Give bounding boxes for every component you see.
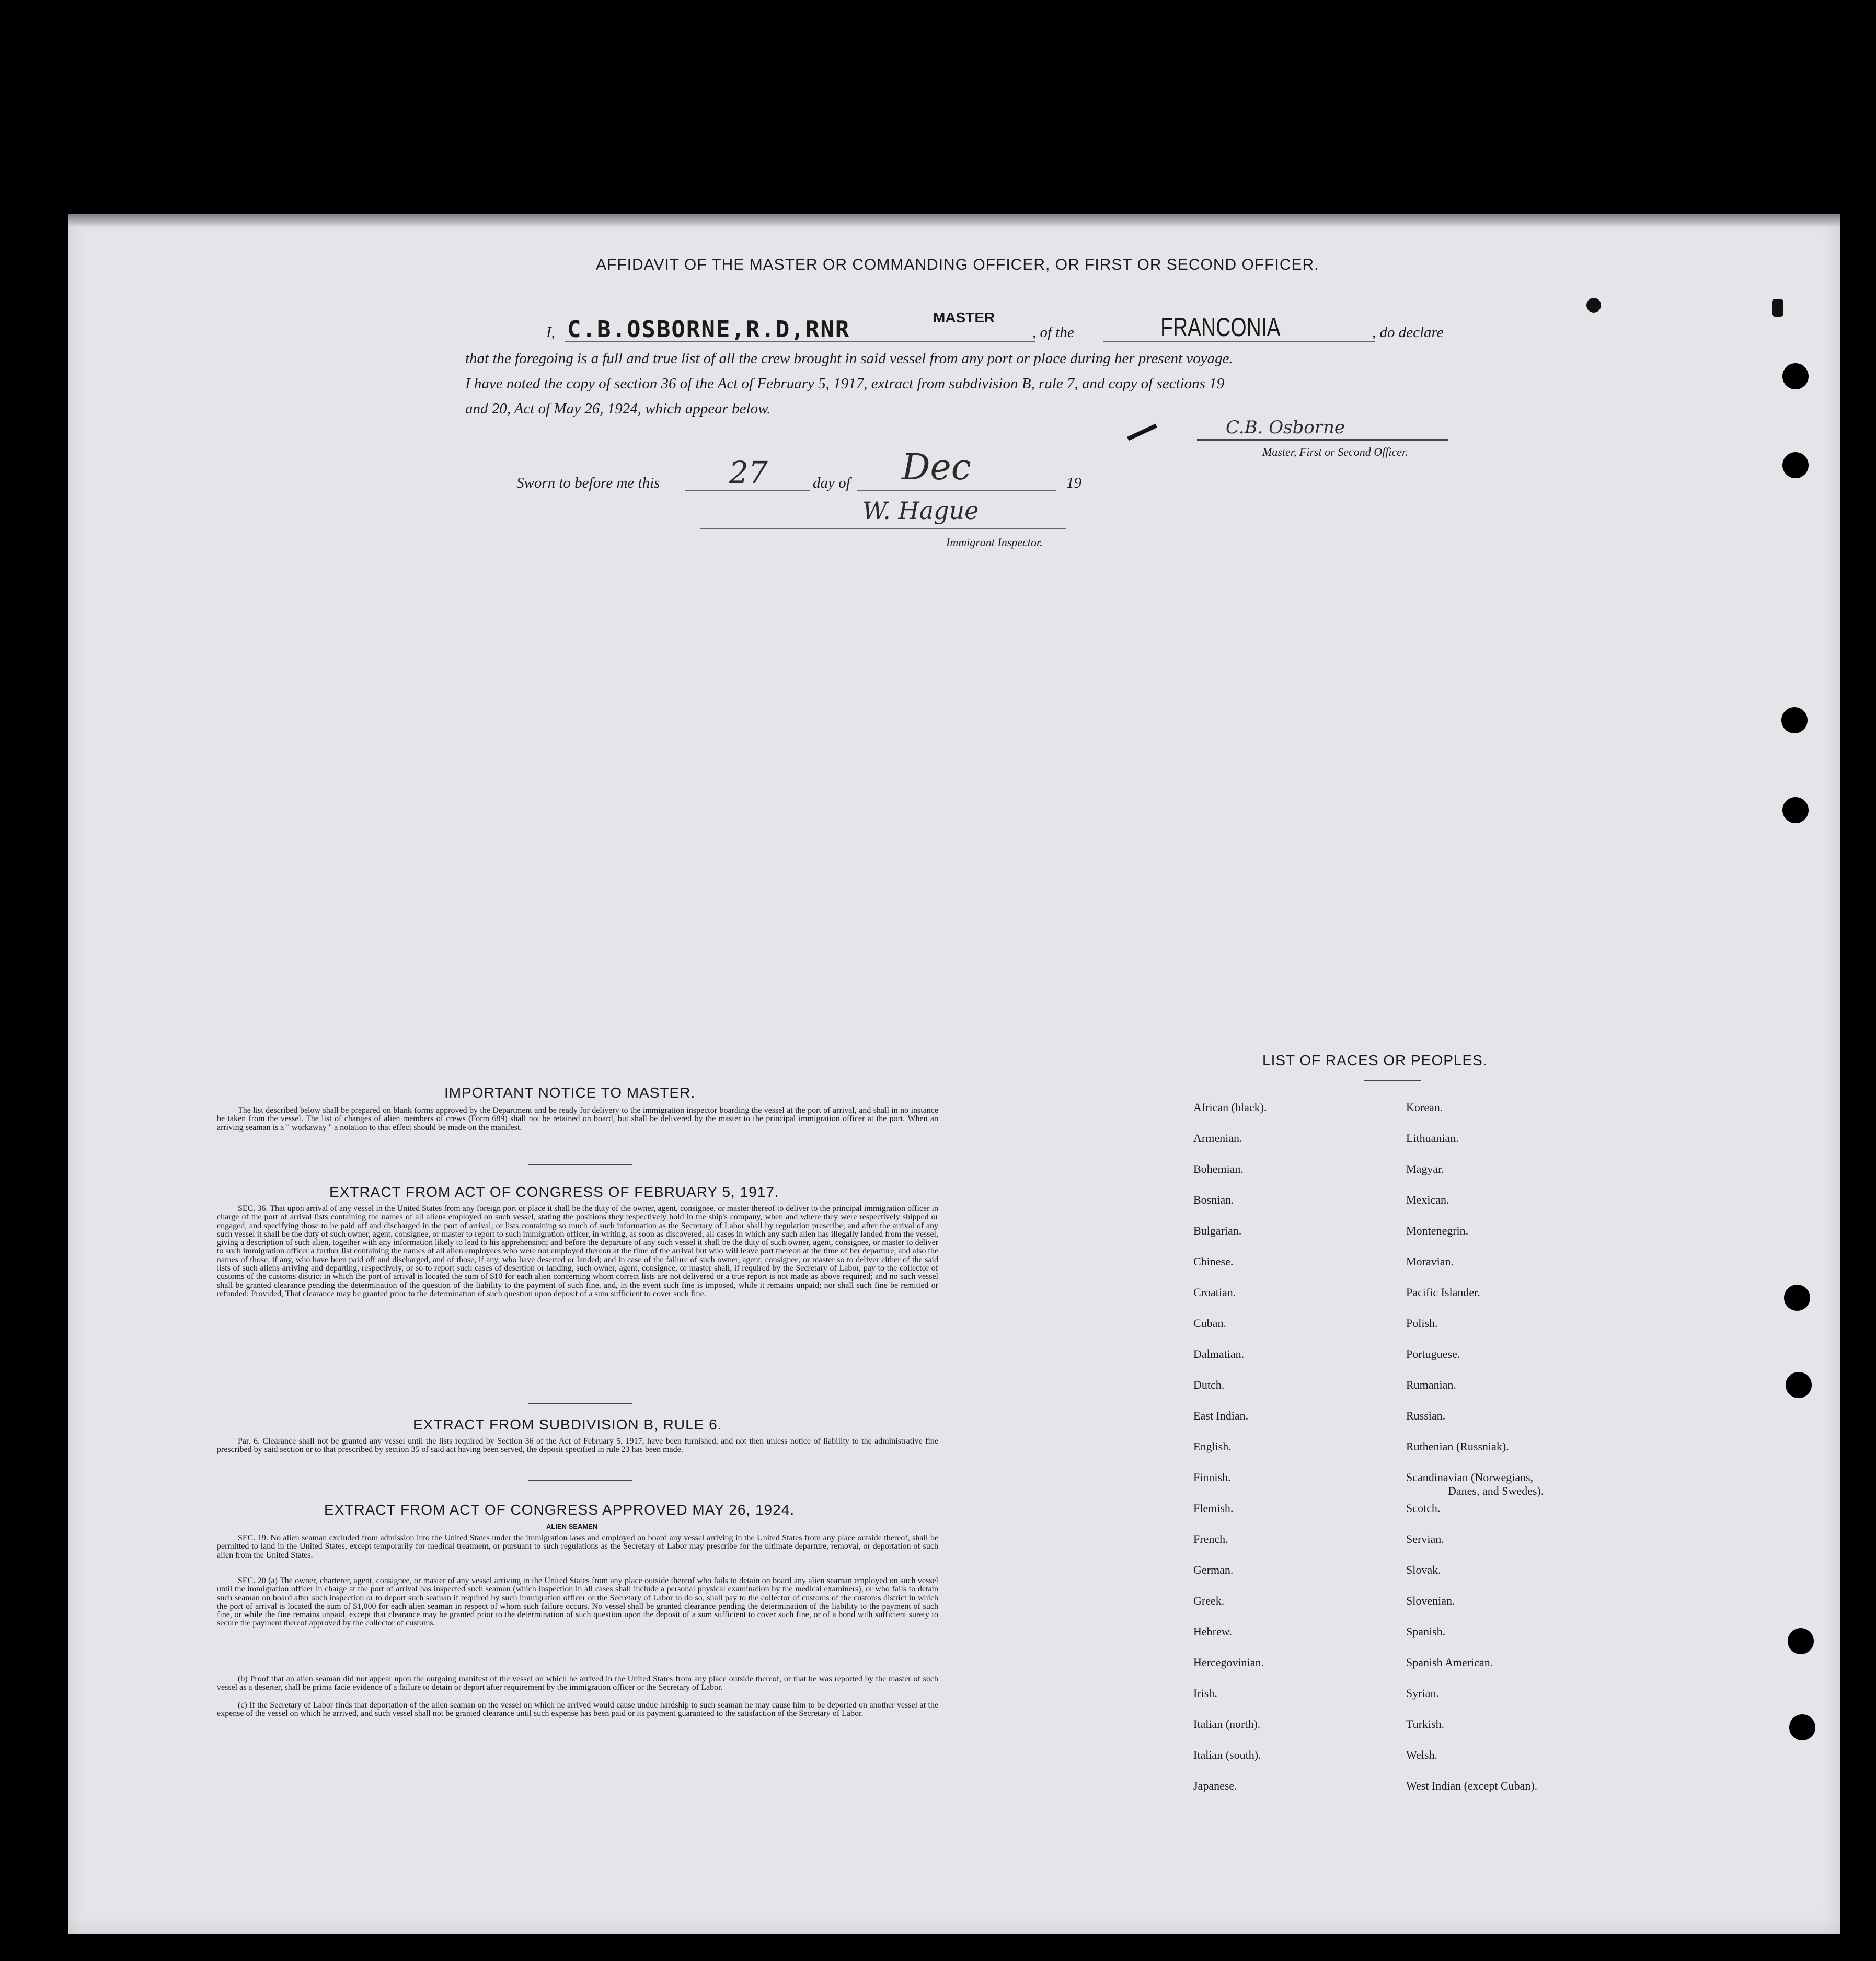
race-item: Flemish.: [1193, 1502, 1234, 1515]
race-item: Ruthenian (Russniak).: [1406, 1440, 1509, 1453]
race-item: Cuban.: [1193, 1317, 1226, 1330]
race-item: Scandinavian (Norwegians,: [1406, 1471, 1534, 1484]
race-item: Finnish.: [1193, 1471, 1231, 1484]
races-heading: LIST OF RACES OR PEOPLES.: [1262, 1052, 1488, 1068]
race-item: French.: [1193, 1532, 1228, 1545]
race-item: Lithuanian.: [1406, 1132, 1459, 1145]
race-item: Italian (south).: [1193, 1748, 1261, 1761]
inspector-blank-line: [700, 528, 1066, 529]
race-item: Moravian.: [1406, 1255, 1454, 1268]
race-item: Bulgarian.: [1193, 1224, 1242, 1237]
race-item: Bosnian.: [1193, 1193, 1234, 1206]
race-item: Scotch.: [1406, 1502, 1441, 1515]
race-item: Irish.: [1193, 1687, 1217, 1700]
race-item: Italian (north).: [1193, 1717, 1261, 1731]
race-item: Servian.: [1406, 1532, 1444, 1545]
race-item: Bohemian.: [1193, 1162, 1244, 1175]
vessel-name-stamp: FRANCONIA: [1160, 313, 1281, 342]
race-item: Mexican.: [1406, 1193, 1449, 1206]
race-item: Magyar.: [1406, 1162, 1444, 1175]
extract-1917-body: SEC. 36. That upon arrival of any vessel in the United States from any foreign port or place it shall be the duty of the owner, agent, consignee, or master thereof to deliver to the principal immigration officer in charge of the port of arrival lists containing the names of all aliens employed on such vessel, stating the positions they respectively hold in the ship's company, when and where they were respectively shipped or engaged, and specifying those to be paid off and discharged in the port of arrival; or lists containing so much of such information as the Secretary of Labor shall by regulation prescribe; and after the arrival of any such vessel it shall be the duty of such owner, agent, consignee, or master to report to such immigration officer, in writing, as soon as discovered, all cases in which any such alien has illegally landed from the vessel, giving a description of such alien, together with any information likely to lead to his apprehension; and before the departure of any such vessel it shall be the duty of such owner, agent, consignee, or master to deliver to such immigration officer a further list containing the names of all alien employees who were not employed thereon at the time of the arrival but who will leave port thereon at the time of her departure, and also the names of those, if any, who have been paid off and discharged, and of those, if any, who have deserted or landed; and in case of the failure of such owner, agent, consignee, or master so to deliver either of the said lists of such aliens arriving and departing, respectively, or so to report such cases of desertion or landing, such owner, agent, consignee, or master shall, if required by the Secretary of Labor, pay to the collector of customs of the customs district in which the port of arrival is located the sum of $10 for each alien concerning whom correct lists are not delivered or a true report is not made as above required; and no such vessel shall be granted clearance pending the determination of the question of the liability to the payment of such fine, and, in the event such fine is imposed, while it remains unpaid; nor shall such fine be remitted or refunded: Provided, That clearance may be granted prior to the determination of such question upon deposit of a sum sufficient to cover such fine.: [217, 1204, 938, 1298]
corner-mark: [1586, 298, 1601, 313]
race-item: Hebrew.: [1193, 1625, 1232, 1638]
race-item: Turkish.: [1406, 1717, 1445, 1731]
punch-hole: [1782, 797, 1809, 823]
punch-hole: [1788, 1628, 1814, 1654]
affidavit-prefix: I,: [546, 324, 555, 341]
extract-1924-heading: EXTRACT FROM ACT OF CONGRESS APPROVED MAY 26, 1924.: [324, 1502, 795, 1518]
month-blank-line: [857, 490, 1056, 491]
race-item: Slovenian.: [1406, 1594, 1455, 1607]
affidavit-line-3: I have noted the copy of section 36 of the Act of February 5, 1917, extract from subdivision B, rule 7, and copy of sections 19: [465, 375, 1225, 392]
race-item: Welsh.: [1406, 1748, 1437, 1761]
signature-caption: Master, First or Second Officer.: [1262, 445, 1408, 458]
day-of-label: day of: [813, 475, 850, 491]
do-declare-label: , do declare: [1372, 324, 1444, 341]
race-item: German.: [1193, 1563, 1234, 1576]
race-item: Chinese.: [1193, 1255, 1234, 1268]
race-item: Slovak.: [1406, 1563, 1441, 1576]
race-item: Portuguese.: [1406, 1347, 1460, 1360]
sworn-prefix: Sworn to before me this: [516, 475, 660, 491]
extract-1917-heading: EXTRACT FROM ACT OF CONGRESS OF FEBRUARY 5, 1917.: [329, 1184, 779, 1200]
affidavit-line-2: that the foregoing is a full and true list of all the crew brought in said vessel from any port or place during her present voyage.: [465, 350, 1233, 367]
race-item: Armenian.: [1193, 1132, 1242, 1145]
race-item: Montenegrin.: [1406, 1224, 1469, 1237]
punch-hole: [1781, 707, 1808, 733]
punch-hole: [1784, 1285, 1810, 1311]
master-signature: C.B. Osborne: [1226, 417, 1345, 438]
sec-20b-text: (b) Proof that an alien seaman did not appear upon the outgoing manifest of the vessel on which he arrived in the United States from any place outside thereof, or that he was reported by the master of such vessel as a deserter, shall be prima facie evidence of a failure to detain or deport after requirement by the immigration officer or the Secretary of Labor.: [217, 1675, 938, 1692]
race-item: Spanish American.: [1406, 1656, 1493, 1669]
of-the-label: , of the: [1032, 324, 1074, 341]
race-item: Pacific Islander.: [1406, 1286, 1480, 1299]
signature-line: [1197, 439, 1448, 441]
race-item: Hercegovinian.: [1193, 1656, 1264, 1669]
race-item: Korean.: [1406, 1101, 1443, 1114]
inspector-caption: Immigrant Inspector.: [946, 536, 1043, 549]
race-item: Rumanian.: [1406, 1378, 1456, 1391]
race-item: Greek.: [1193, 1594, 1225, 1607]
punch-hole: [1789, 1714, 1815, 1740]
race-item: Polish.: [1406, 1317, 1438, 1330]
affidavit-heading: AFFIDAVIT OF THE MASTER OR COMMANDING OFFICER, OR FIRST OR SECOND OFFICER.: [596, 256, 1319, 273]
notice-body: The list described below shall be prepared on blank forms approved by the Department and be ready for delivery to the immigration inspector boarding the vessel at the port of arrival, and shall in no instance be taken from the vessel. The list of changes of alien members of crews (Form 689) shall not be retained on board, but shall be delivered by the master to the principal immigration officer at the port. When an arriving seaman is a " workaway " a notation to that effect should be made on the manifest.: [217, 1106, 938, 1132]
race-item: Dalmatian.: [1193, 1347, 1245, 1360]
inspector-signature: W. Hague: [862, 497, 979, 525]
race-item: Croatian.: [1193, 1286, 1236, 1299]
year-prefix: 19: [1066, 475, 1081, 491]
punch-hole: [1782, 452, 1809, 478]
alien-seamen-subheading: ALIEN SEAMEN: [546, 1522, 598, 1530]
race-item: Japanese.: [1193, 1779, 1237, 1792]
race-item: Syrian.: [1406, 1687, 1439, 1700]
sworn-month: Dec: [902, 447, 971, 488]
divider: [528, 1480, 632, 1481]
notice-heading: IMPORTANT NOTICE TO MASTER.: [444, 1085, 696, 1101]
race-item-continuation: Danes, and Swedes).: [1448, 1484, 1544, 1497]
master-name-typed: C.B.OSBORNE,R.D,RNR: [567, 316, 850, 343]
divider: [528, 1164, 632, 1165]
sworn-day: 27: [729, 455, 768, 490]
race-item: Dutch.: [1193, 1378, 1225, 1391]
race-item: East Indian.: [1193, 1409, 1249, 1422]
corner-mark: [1772, 299, 1783, 317]
sec-20a-text: SEC. 20 (a) The owner, charterer, agent, consignee, or master of any vessel arriving in the United States from any place outside thereof who fails to detain on board any alien seaman employed on such vessel until the immigration officer in charge at the port of arrival has inspected such seaman (which inspection in all cases shall include a personal physical examination by the medical examiners), or who fails to detain such seaman on board after such inspection or to deport such seaman if required by such immigration officer or the Secretary of Labor to do so, shall pay to the collector of customs of the customs district in which the port of arrival is located the sum of $1,000 for each alien seaman in respect of whom such failure occurs. No vessel shall be granted clearance pending the determination of the liability to the payment of such fine, or while the fine remains unpaid, except that clearance may be granted prior to the determination of such question upon the deposit of a sum sufficient to cover such fine, or of a bond with sufficient surety to secure the payment thereof approved by the collector of customs.: [217, 1576, 938, 1628]
rank-stamp: MASTER: [933, 309, 995, 326]
race-item: African (black).: [1193, 1101, 1267, 1114]
race-item: Russian.: [1406, 1409, 1446, 1422]
sec-19-text: SEC. 19. No alien seaman excluded from admission into the United States under the immigration laws and employed on board any vessel arriving in the United States from any place outside thereof, shall be permitted to land in the United States, except temporarily for medical treatment, or pursuant to such regulations as the Secretary of Labor may prescribe for the ultimate departure, removal, or deportation of such alien from the United States.: [217, 1533, 938, 1560]
punch-hole: [1782, 363, 1809, 389]
page-top-edge: [68, 214, 1840, 226]
race-item: West Indian (except Cuban).: [1406, 1779, 1538, 1792]
divider: [1364, 1080, 1421, 1081]
day-blank-line: [685, 490, 810, 491]
race-item: English.: [1193, 1440, 1232, 1453]
punch-hole: [1786, 1372, 1812, 1398]
divider: [528, 1403, 632, 1404]
sec-20c-text: (c) If the Secretary of Labor finds that deportation of the alien seaman on the vessel on which he arrived would cause undue hardship to such seaman he may cause him to be deported on another vessel at the expense of the vessel on which he arrived, and such vessel shall not be granted clearance until such expense has been paid or its payment guaranteed to the satisfaction of the Secretary of Labor.: [217, 1701, 938, 1718]
subdivision-b-heading: EXTRACT FROM SUBDIVISION B, RULE 6.: [413, 1416, 722, 1433]
race-item: Spanish.: [1406, 1625, 1446, 1638]
affidavit-line-4: and 20, Act of May 26, 1924, which appear below.: [465, 400, 771, 417]
subdivision-b-body: Par. 6. Clearance shall not be granted any vessel until the lists required by Section 36 of the Act of February 5, 1917, have been furnished, and not then unless notice of liability to the administrative fine prescribed by said section or to that prescribed by section 35 of said act having been served, the deposit specified in rule 23 has been made.: [217, 1437, 938, 1455]
